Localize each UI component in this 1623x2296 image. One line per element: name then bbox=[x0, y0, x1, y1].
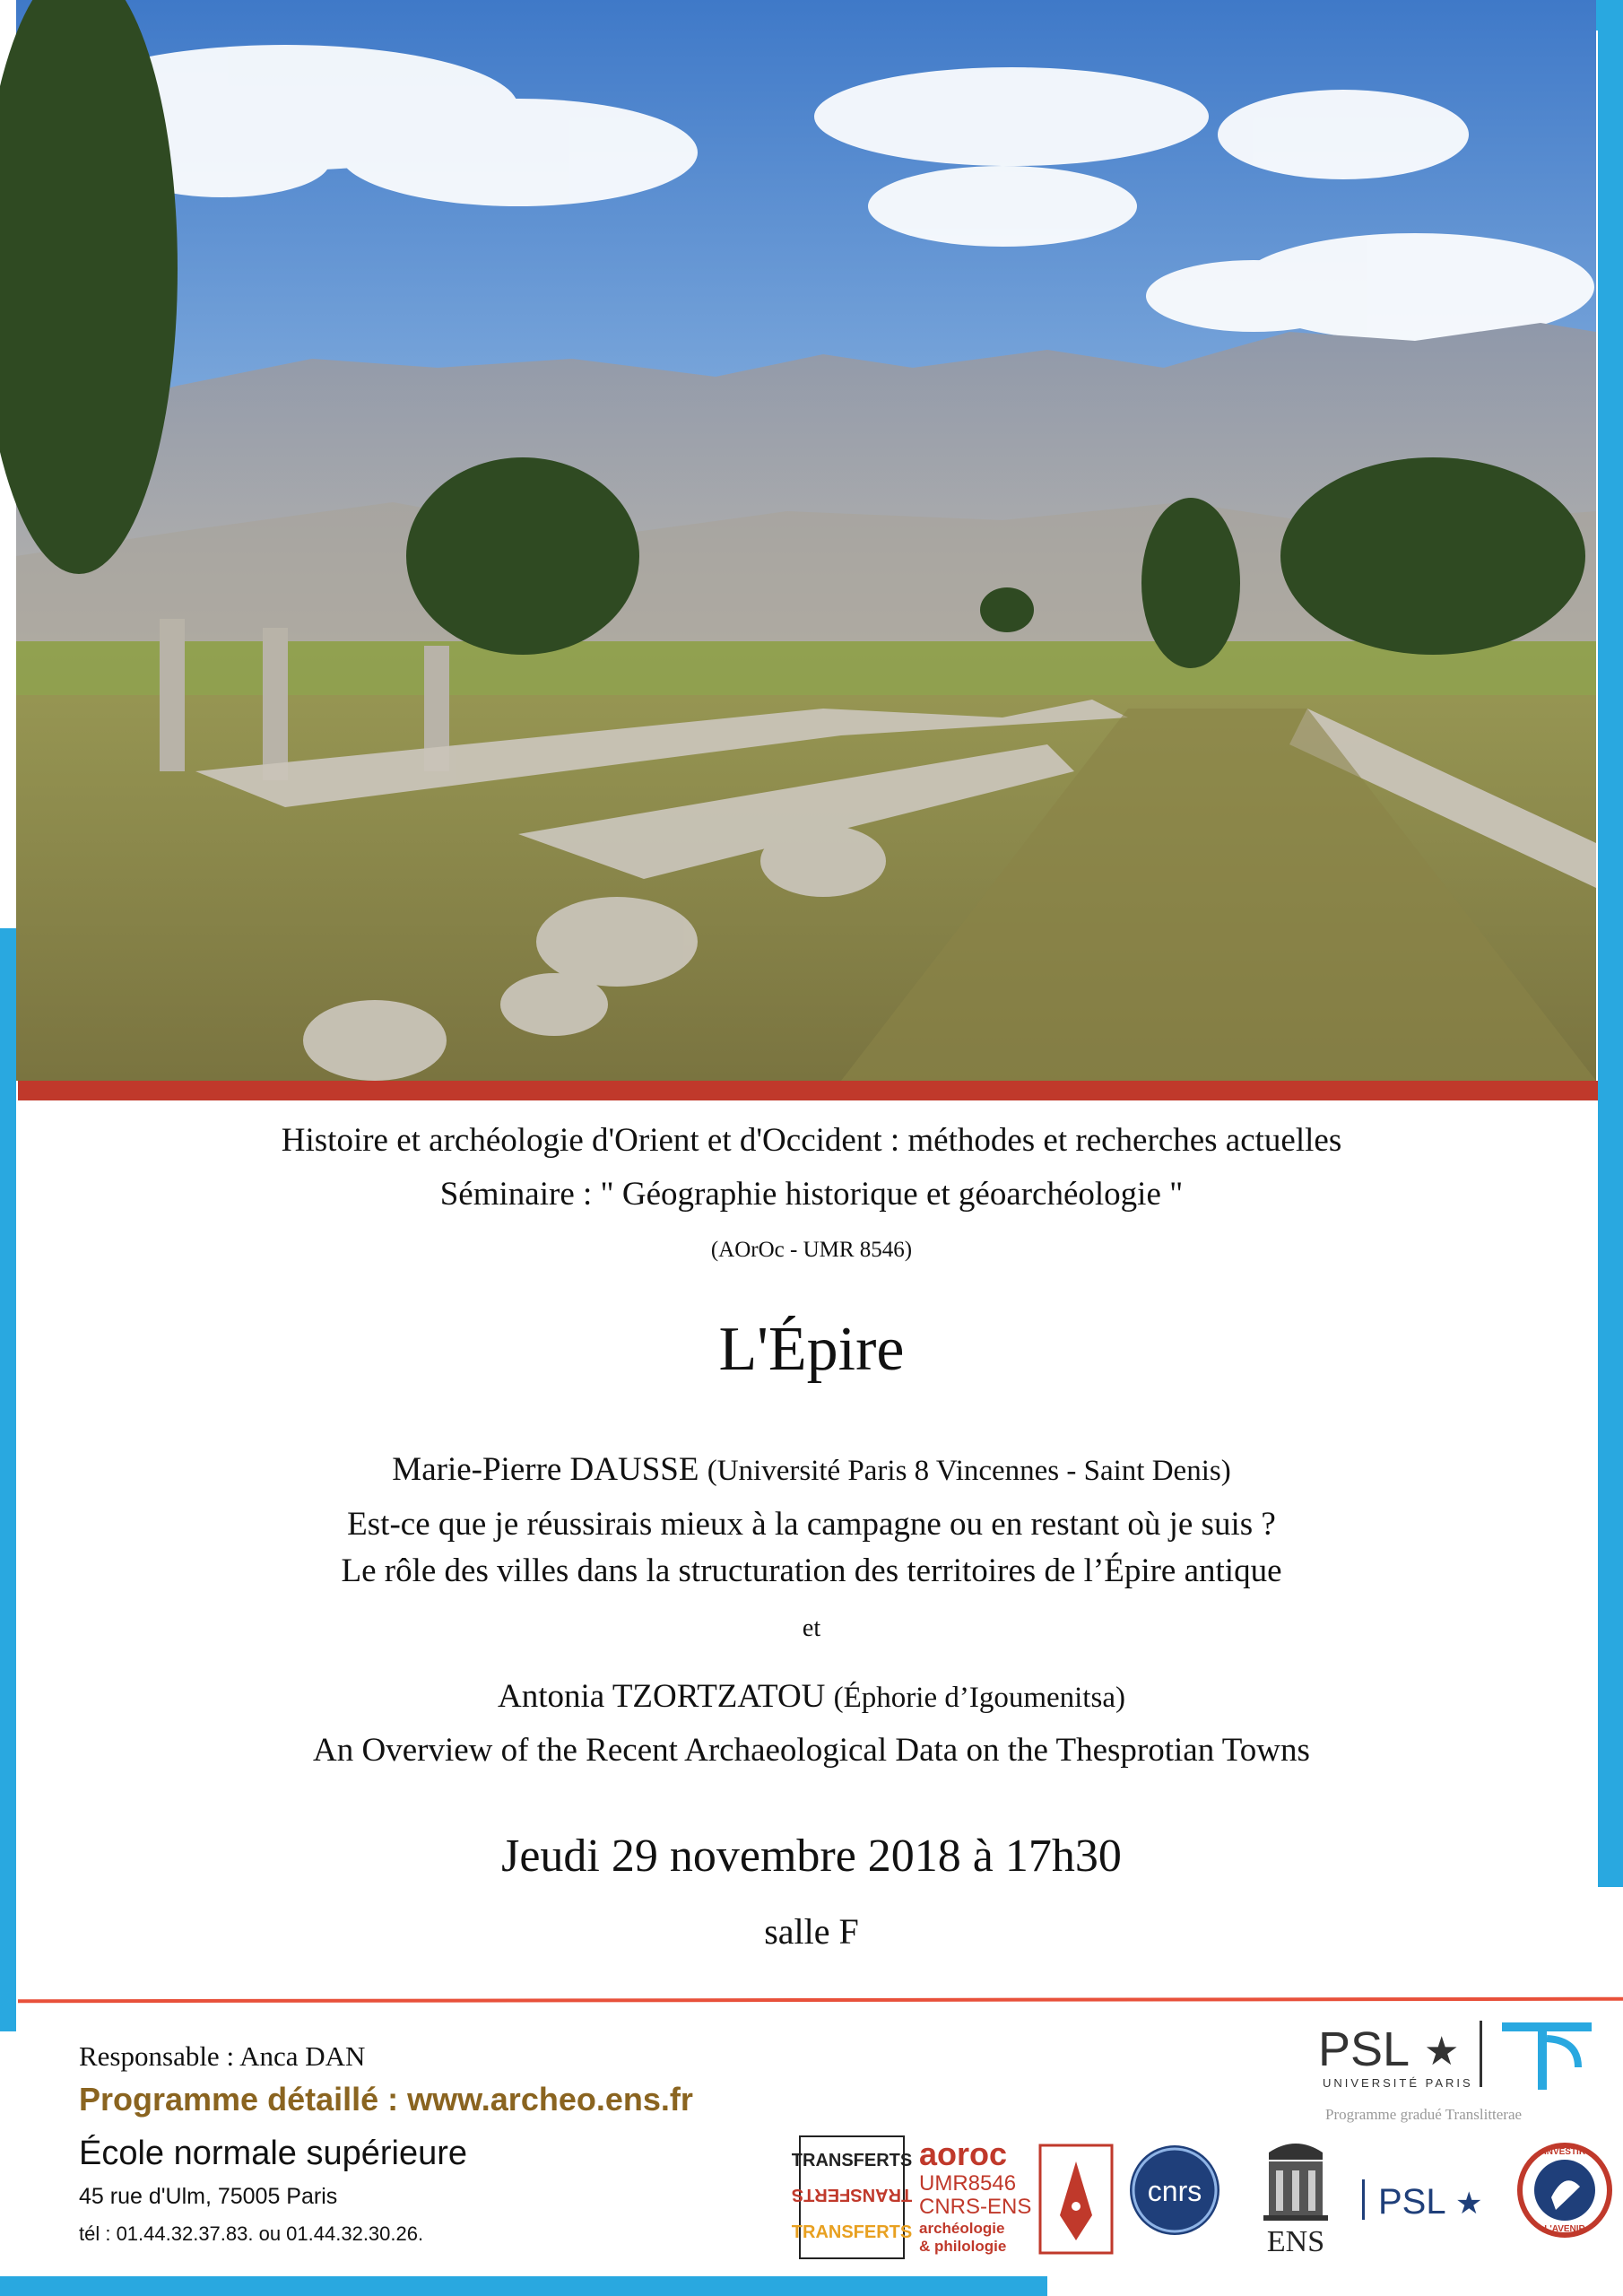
svg-text:archéologie: archéologie bbox=[919, 2220, 1005, 2237]
left-blue-frame bbox=[0, 928, 16, 2031]
talk-2-title: An Overview of the Recent Archaeological Data on the Thesprotian Towns bbox=[313, 1732, 1310, 1769]
svg-text:INVESTIR: INVESTIR bbox=[1543, 2147, 1586, 2157]
ens-wordmark: ENS bbox=[1266, 2225, 1325, 2258]
speaker-2-name: Antonia TZORTZATOU bbox=[498, 1678, 826, 1715]
aoroc-wordmark: aoroc bbox=[919, 2135, 1008, 2172]
transferts-logo bbox=[791, 2135, 913, 2260]
speaker-1 bbox=[54, 1450, 1569, 1489]
star-icon: ★ bbox=[1424, 2029, 1460, 2074]
seminar-lab: (AOrOc - UMR 8546) bbox=[710, 1238, 913, 1262]
psl-subtitle: UNIVERSITÉ PARIS bbox=[1323, 2076, 1473, 2090]
bottom-blue-frame bbox=[0, 2276, 1047, 2296]
responsable: Responsable : Anca DAN bbox=[79, 2040, 366, 2072]
footer-divider bbox=[18, 1997, 1623, 2003]
cnrs-wordmark: cnrs bbox=[1147, 2175, 1202, 2207]
school-name: École normale supérieure bbox=[79, 2135, 468, 2172]
landscape-photo bbox=[16, 0, 1596, 1081]
event-title: L'Épire bbox=[718, 1315, 905, 1384]
star-icon: ★ bbox=[1455, 2186, 1483, 2222]
investir-avenir-logo bbox=[1515, 2135, 1614, 2260]
speaker-2-affiliation: (Éphorie d’Igoumenitsa) bbox=[833, 1682, 1125, 1714]
svg-text:TRANSFERTS: TRANSFERTS bbox=[791, 2185, 913, 2205]
aoroc-logo bbox=[915, 2135, 1116, 2260]
phone-numbers: tél : 01.44.32.37.83. ou 01.44.32.30.26. bbox=[79, 2222, 424, 2245]
svg-text:& philologie: & philologie bbox=[919, 2238, 1007, 2255]
psl-wordmark: PSL bbox=[1318, 2022, 1410, 2076]
ens-logo bbox=[1251, 2135, 1341, 2260]
pen-nib-icon bbox=[1060, 2161, 1092, 2240]
seminar-name: Séminaire : " Géographie historique et géoarchéologie " bbox=[439, 1176, 1184, 1213]
speaker-1-affiliation: (Université Paris 8 Vincennes - Saint Denis) bbox=[707, 1455, 1231, 1487]
translitterae-caption: Programme gradué Translitterae bbox=[1325, 2106, 1523, 2123]
svg-text:CNRS-ENS: CNRS-ENS bbox=[919, 2195, 1032, 2219]
svg-text:TRANSFERTS: TRANSFERTS bbox=[791, 2222, 913, 2242]
cnrs-logo bbox=[1125, 2135, 1224, 2260]
school-address: 45 rue d'Ulm, 75005 Paris bbox=[79, 2184, 338, 2209]
psl-logo-small bbox=[1358, 2135, 1493, 2260]
talk-1-title-line-2: Le rôle des villes dans la structuration des territoires de l’Épire antique bbox=[341, 1552, 1282, 1589]
speaker-1-name: Marie-Pierre DAUSSE bbox=[392, 1451, 699, 1488]
red-divider-bar bbox=[18, 1081, 1598, 1100]
programme-link[interactable]: Programme détaillé : www.archeo.ens.fr bbox=[79, 2081, 693, 2118]
psl-translitterae-logo bbox=[1318, 2013, 1605, 2099]
talk-1-title-line-1: Est-ce que je réussirais mieux à la campagne ou en restant où je suis ? bbox=[347, 1506, 1276, 1543]
conjunction: et bbox=[802, 1614, 821, 1642]
svg-text:UMR8546: UMR8546 bbox=[919, 2171, 1017, 2196]
speaker-2 bbox=[54, 1677, 1569, 1716]
event-date: Jeudi 29 novembre 2018 à 17h30 bbox=[501, 1831, 1122, 1882]
event-room: salle F bbox=[764, 1911, 859, 1952]
transferts-text-1: TRANSFERTS bbox=[791, 2151, 913, 2170]
right-blue-frame bbox=[1598, 30, 1623, 1887]
svg-text:L'AVENIR: L'AVENIR bbox=[1544, 2224, 1585, 2234]
psl-small-wordmark: PSL bbox=[1378, 2182, 1446, 2222]
seminar-series-title: Histoire et archéologie d'Orient et d'Occident : méthodes et recherches actuelles bbox=[281, 1122, 1342, 1159]
